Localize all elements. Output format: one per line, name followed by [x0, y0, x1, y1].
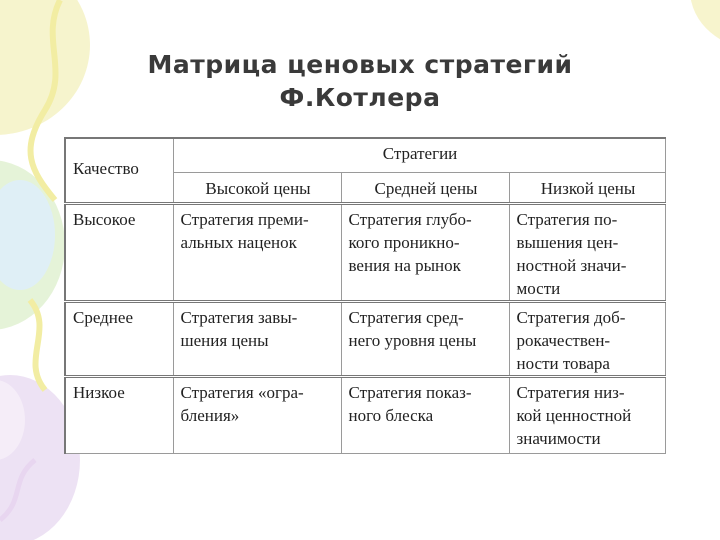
- cell-low-quality-medium-price: Стратегия показ- ного блеска: [341, 376, 509, 453]
- strategies-header: [173, 138, 665, 172]
- title-line-2: Ф.Котлера: [279, 83, 441, 112]
- cell-medium-quality-low-price: Стратегия доб- рокачествен- ности товара: [509, 301, 665, 376]
- column-header-high-price: Высокой цены: [173, 172, 341, 203]
- quality-header: [65, 138, 173, 203]
- cell-high-quality-high-price: Стратегия преми- альных наценок: [173, 203, 341, 301]
- strategy-matrix-table: [64, 137, 666, 454]
- cell-low-quality-high-price: Стратегия «огра- бления»: [173, 376, 341, 453]
- cell-high-quality-medium-price: Стратегия глубо- кого проникно- вения на рынок: [341, 203, 509, 301]
- quality-header-label: Качество: [73, 159, 139, 178]
- row-label-medium: Среднее: [65, 301, 173, 376]
- title-line-1: Матрица ценовых стратегий: [147, 50, 573, 79]
- row-label-low: Низкое: [65, 376, 173, 453]
- page-title: [90, 48, 630, 114]
- table-row: [65, 376, 665, 453]
- table-row: [65, 301, 665, 376]
- cell-medium-quality-medium-price: Стратегия сред- него уровня цены: [341, 301, 509, 376]
- strategies-header-label: Стратегии: [382, 144, 458, 163]
- yellow-balloon-right: [690, 0, 720, 50]
- column-header-medium-price: Средней цены: [341, 172, 509, 203]
- cell-low-quality-low-price: Стратегия низ- кой ценностной значимости: [509, 376, 665, 453]
- column-header-low-price: Низкой цены: [509, 172, 665, 203]
- table-row: [65, 203, 665, 301]
- cell-medium-quality-high-price: Стратегия завы- шения цены: [173, 301, 341, 376]
- row-label-high: Высокое: [65, 203, 173, 301]
- cell-high-quality-low-price: Стратегия по- вышения цен- ностной значи- мости: [509, 203, 665, 301]
